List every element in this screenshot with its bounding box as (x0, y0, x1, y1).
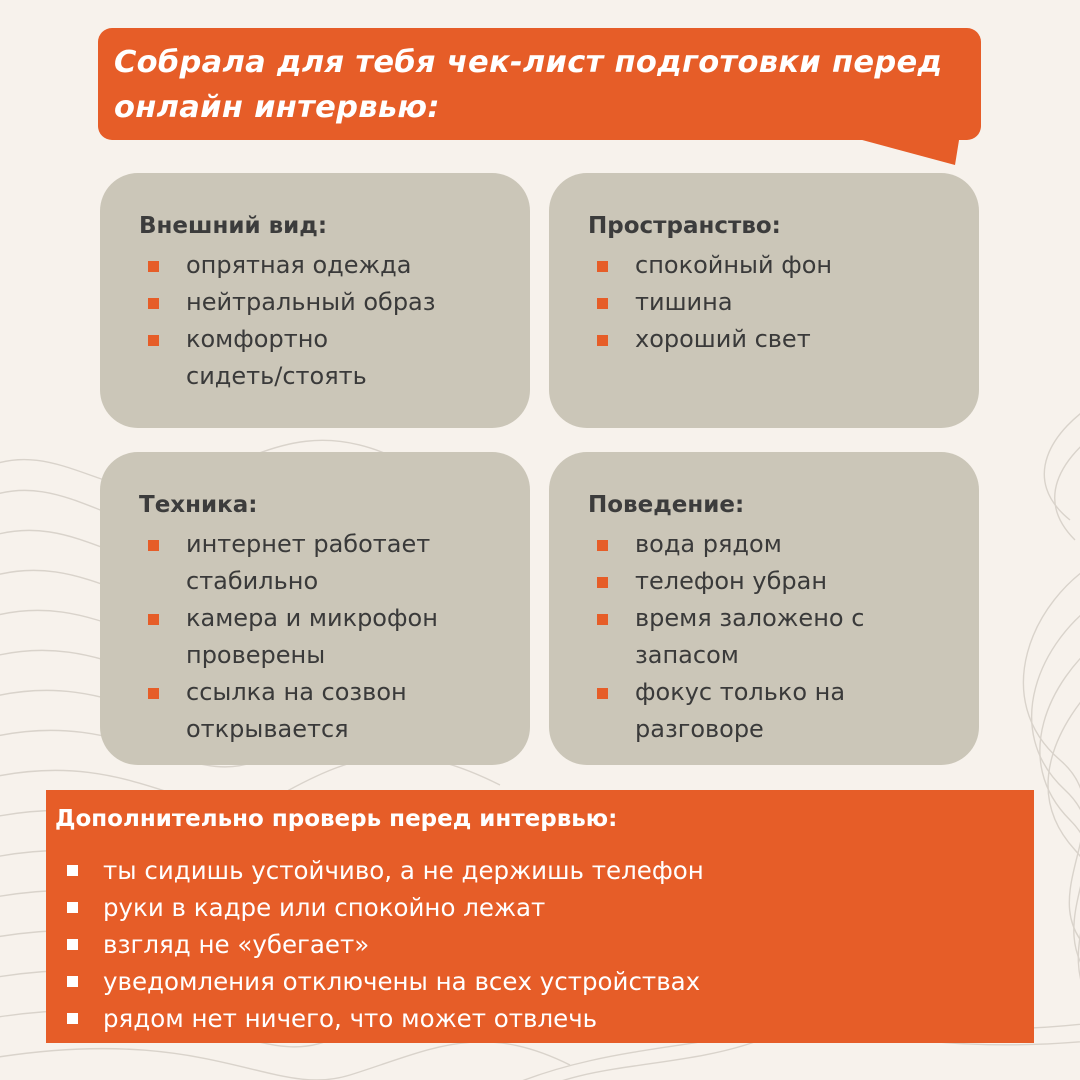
card-title: Внешний вид: (139, 213, 328, 239)
list-item-text: камера и микрофон проверены (186, 604, 438, 669)
square-bullet-icon (148, 540, 159, 551)
page-title: Собрала для тебя чек-лист подготовки перед онлайн интервью: (114, 45, 943, 125)
square-bullet-icon (148, 298, 159, 309)
checklist (55, 852, 1034, 1037)
list-item (139, 321, 530, 395)
list-item (139, 247, 530, 284)
square-bullet-icon (67, 1013, 78, 1024)
checklist (139, 526, 530, 748)
card-tech (100, 452, 530, 765)
checklist (588, 247, 979, 358)
list-item-text: уведомления отключены на всех устройствах (103, 967, 701, 996)
square-bullet-icon (597, 261, 608, 272)
square-bullet-icon (597, 335, 608, 346)
list-item (588, 526, 979, 563)
square-bullet-icon (597, 540, 608, 551)
list-item (55, 852, 1034, 889)
square-bullet-icon (597, 614, 608, 625)
list-item (55, 1000, 1034, 1037)
card-title: Техника: (139, 492, 258, 518)
list-item-text: рядом нет ничего, что может отвлечь (103, 1004, 598, 1033)
square-bullet-icon (67, 976, 78, 987)
checklist (139, 247, 530, 395)
square-bullet-icon (148, 614, 159, 625)
list-item-text: ссылка на созвон открывается (186, 678, 407, 743)
list-item (139, 600, 530, 674)
list-item-text: опрятная одежда (186, 251, 412, 279)
list-item (55, 963, 1034, 1000)
square-bullet-icon (67, 902, 78, 913)
card-behavior (549, 452, 979, 765)
list-item-text: руки в кадре или спокойно лежат (103, 893, 546, 922)
list-item-text: хороший свет (635, 325, 811, 353)
list-item (588, 674, 979, 748)
list-item-text: ты сидишь устойчиво, а не держишь телефон (103, 856, 704, 885)
extra-checklist-panel (46, 790, 1034, 1043)
card-space (549, 173, 979, 428)
square-bullet-icon (597, 577, 608, 588)
list-item-text: фокус только на разговоре (635, 678, 846, 743)
square-bullet-icon (148, 261, 159, 272)
card-title: Пространство: (588, 213, 781, 239)
list-item-text: тишина (635, 288, 733, 316)
square-bullet-icon (148, 335, 159, 346)
checklist (588, 526, 979, 748)
list-item (139, 526, 530, 600)
list-item (588, 600, 979, 674)
card-title: Поведение: (588, 492, 745, 518)
square-bullet-icon (597, 688, 608, 699)
card-appearance (100, 173, 530, 428)
list-item-text: нейтральный образ (186, 288, 436, 316)
square-bullet-icon (148, 688, 159, 699)
list-item (55, 889, 1034, 926)
list-item (588, 321, 979, 358)
list-item (139, 284, 530, 321)
square-bullet-icon (67, 939, 78, 950)
extra-title: Дополнительно проверь перед интервью: (55, 806, 618, 832)
list-item-text: интернет работает стабильно (186, 530, 431, 595)
list-item (588, 247, 979, 284)
list-item-text: вода рядом (635, 530, 782, 558)
list-item-text: комфортно сидеть/стоять (186, 325, 367, 390)
header-banner (98, 28, 981, 140)
list-item (588, 563, 979, 600)
list-item-text: телефон убран (635, 567, 828, 595)
list-item (139, 674, 530, 748)
list-item-text: взгляд не «убегает» (103, 930, 370, 959)
square-bullet-icon (67, 865, 78, 876)
list-item-text: спокойный фон (635, 251, 833, 279)
list-item (588, 284, 979, 321)
square-bullet-icon (597, 298, 608, 309)
list-item (55, 926, 1034, 963)
list-item-text: время заложено с запасом (635, 604, 865, 669)
